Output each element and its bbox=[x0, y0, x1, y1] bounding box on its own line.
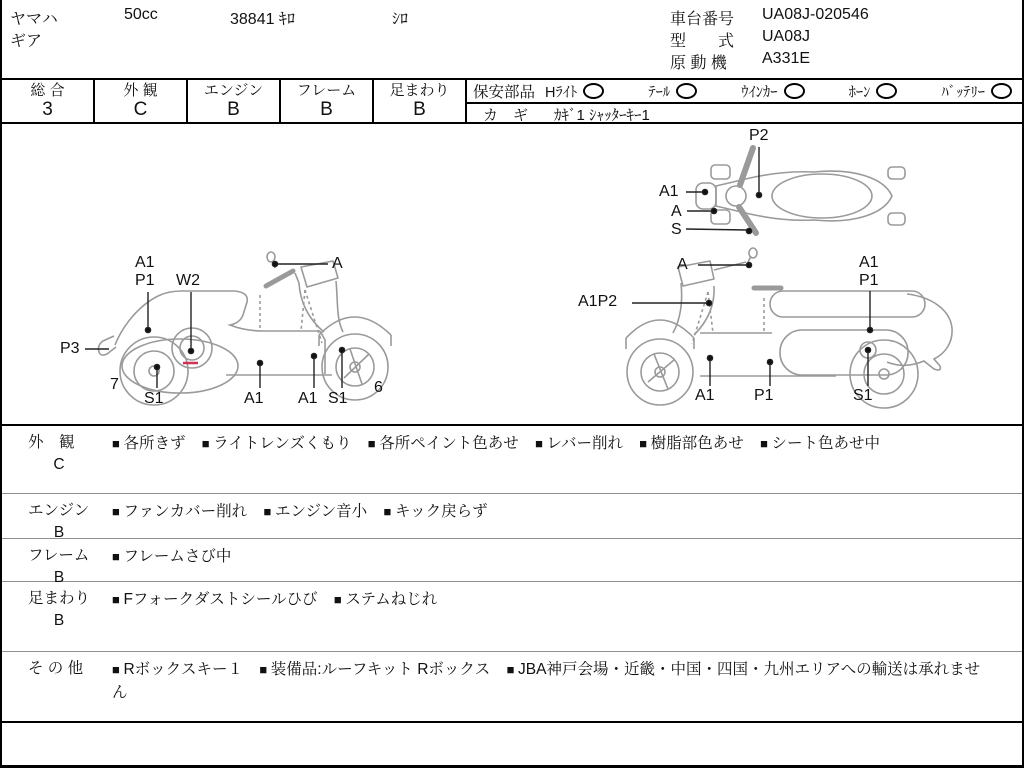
status-circle-icon bbox=[784, 83, 805, 99]
comment-item: ■ Fフォークダストシールひび bbox=[112, 591, 318, 608]
left-view-label-a1-front: A1 bbox=[298, 390, 318, 407]
comment-row-exterior bbox=[2, 426, 1024, 494]
left-view-label-7: 7 bbox=[110, 376, 119, 393]
body-color: ｼﾛ bbox=[392, 11, 409, 28]
rating-label: エンジン bbox=[203, 82, 264, 99]
ratings-table bbox=[2, 78, 1024, 124]
rating-label: 外 観 bbox=[123, 82, 158, 99]
model-name: ギア bbox=[10, 33, 43, 50]
comment-items bbox=[112, 545, 1024, 581]
safety-parts-row bbox=[467, 80, 1024, 104]
comment-items bbox=[112, 658, 1024, 721]
comment-label-col bbox=[2, 658, 110, 721]
left-view-label-w2: W2 bbox=[176, 272, 200, 289]
right-view-label-a1p2: A1P2 bbox=[578, 293, 618, 310]
comment-item: ■ Rボックスキー１ bbox=[112, 661, 243, 678]
safety-part-name: Hﾗｲﾄ bbox=[545, 84, 578, 101]
status-circle-icon bbox=[583, 83, 604, 99]
right-view-label-s1-rear: S1 bbox=[853, 387, 873, 404]
rating-value: B bbox=[227, 99, 240, 120]
model-code: UA08J bbox=[762, 28, 811, 45]
maker-name: ヤマハ bbox=[10, 11, 58, 28]
top-view-label-s: S bbox=[671, 221, 682, 238]
comment-item: ■ エンジン音小 bbox=[263, 503, 367, 520]
displacement: 50cc bbox=[124, 6, 158, 23]
rating-value: 3 bbox=[42, 99, 53, 120]
comment-items bbox=[112, 500, 1024, 538]
comment-section-label: エンジン bbox=[28, 502, 90, 519]
left-view-label-a: A bbox=[332, 255, 343, 272]
comment-item: ■ ライトレンズくもり bbox=[202, 435, 352, 452]
comment-item: ■ レバー削れ bbox=[535, 435, 623, 452]
chassis-number-label: 車台番号 bbox=[670, 11, 735, 28]
status-circle-icon bbox=[876, 83, 897, 99]
left-view-label-a1-mid: A1 bbox=[244, 390, 264, 407]
comment-item: ■ 各所きず bbox=[112, 435, 185, 452]
comment-label-col bbox=[2, 432, 110, 493]
rating-label: 総 合 bbox=[30, 82, 65, 99]
left-view-label-p1-rear: P1 bbox=[135, 272, 155, 289]
comment-item: ■ キック戻らず bbox=[384, 503, 488, 520]
key-row bbox=[467, 104, 1024, 125]
right-view-label-p1-rear: P1 bbox=[859, 272, 879, 289]
left-view-label-6: 6 bbox=[374, 379, 383, 396]
comment-row-other bbox=[2, 652, 1024, 723]
comment-section-label: 外 観 bbox=[28, 434, 75, 451]
comment-items bbox=[112, 432, 1024, 493]
chassis-number: UA08J-020546 bbox=[762, 6, 869, 23]
scooter-line-art bbox=[99, 148, 953, 408]
key-label: カ ギ bbox=[483, 107, 529, 124]
right-view-label-a1-rear: A1 bbox=[859, 254, 879, 271]
safety-parts-box bbox=[467, 80, 1024, 122]
comment-item: ■ 樹脂部色あせ bbox=[639, 435, 743, 452]
status-circle-icon bbox=[991, 83, 1012, 99]
comment-section-label: 足まわり bbox=[28, 590, 91, 607]
rating-overall bbox=[2, 80, 95, 122]
safety-part-name: ﾃｰﾙ bbox=[648, 84, 671, 101]
engine-code: A331E bbox=[762, 50, 811, 67]
safety-part-battery bbox=[942, 81, 1013, 102]
comment-item: ■ シート色あせ中 bbox=[760, 435, 880, 452]
rating-value: B bbox=[413, 99, 426, 120]
safety-part-name: ﾎｰﾝ bbox=[848, 84, 871, 101]
comment-item: ■ ステムねじれ bbox=[334, 591, 437, 608]
comment-section-label: フレーム bbox=[28, 547, 90, 564]
rating-value: C bbox=[133, 99, 148, 120]
top-view-label-p2: P2 bbox=[749, 127, 769, 144]
safety-part-headlight bbox=[545, 81, 604, 102]
comment-items bbox=[112, 588, 1024, 651]
left-view-label-s1-front: S1 bbox=[328, 390, 348, 407]
right-view-label-a: A bbox=[677, 256, 688, 273]
safety-parts-list bbox=[545, 81, 1012, 102]
comment-section-label: そ の 他 bbox=[28, 660, 84, 677]
comment-label-col bbox=[2, 545, 110, 586]
safety-parts-title: 保安部品 bbox=[473, 84, 536, 101]
comment-row-frame bbox=[2, 539, 1024, 586]
comment-item: ■ JBA神戸会場・近畿・中国・四国・九州エリアへの輸送は承れません bbox=[112, 661, 980, 701]
safety-part-horn bbox=[849, 81, 898, 102]
right-view-label-a1-front: A1 bbox=[695, 387, 715, 404]
right-view-label-p1-floor: P1 bbox=[754, 387, 774, 404]
comment-item: ■ 各所ペイント色あせ bbox=[368, 435, 519, 452]
rating-value: B bbox=[320, 99, 333, 120]
key-value: ｶｷﾞ1 ｼｬｯﾀｰｷｰ1 bbox=[554, 107, 650, 124]
rating-frame bbox=[281, 80, 374, 122]
left-view-label-a1-rear: A1 bbox=[135, 254, 155, 271]
top-view-label-a: A bbox=[671, 203, 682, 220]
comment-item: ■ ファンカバー削れ bbox=[112, 503, 247, 520]
comment-label-col bbox=[2, 588, 110, 651]
left-view-label-p3: P3 bbox=[60, 340, 80, 357]
safety-part-name: ﾊﾞｯﾃﾘｰ bbox=[941, 84, 985, 101]
mileage: 38841 ｷﾛ bbox=[230, 11, 295, 28]
status-circle-icon bbox=[676, 83, 697, 99]
comment-item: ■ フレームさび中 bbox=[112, 548, 231, 565]
engine-code-label: 原 動 機 bbox=[670, 55, 727, 72]
comment-section-grade: B bbox=[53, 524, 65, 541]
model-code-label: 型 式 bbox=[670, 33, 735, 50]
comment-row-undercarriage bbox=[2, 582, 1024, 652]
safety-part-tail bbox=[648, 81, 697, 102]
comment-label-col bbox=[2, 500, 110, 541]
comment-item: ■ 装備品:ルーフキット Rボックス bbox=[259, 661, 490, 678]
comments-table bbox=[2, 424, 1024, 765]
rating-exterior bbox=[95, 80, 188, 122]
safety-part-winker bbox=[741, 81, 804, 102]
rating-label: 足まわり bbox=[389, 82, 450, 99]
comment-section-grade: C bbox=[53, 456, 65, 473]
rating-label: フレーム bbox=[296, 82, 357, 99]
rating-engine bbox=[188, 80, 281, 122]
comment-row-engine bbox=[2, 494, 1024, 539]
left-view-label-s1-rear: S1 bbox=[144, 390, 164, 407]
top-view-label-a1: A1 bbox=[659, 183, 679, 200]
comment-section-grade: B bbox=[53, 612, 65, 629]
empty-row bbox=[2, 723, 1024, 765]
safety-part-name: ｳｲﾝｶｰ bbox=[741, 84, 778, 101]
comment-section-grade: B bbox=[53, 569, 65, 586]
rating-undercarriage bbox=[374, 80, 467, 122]
